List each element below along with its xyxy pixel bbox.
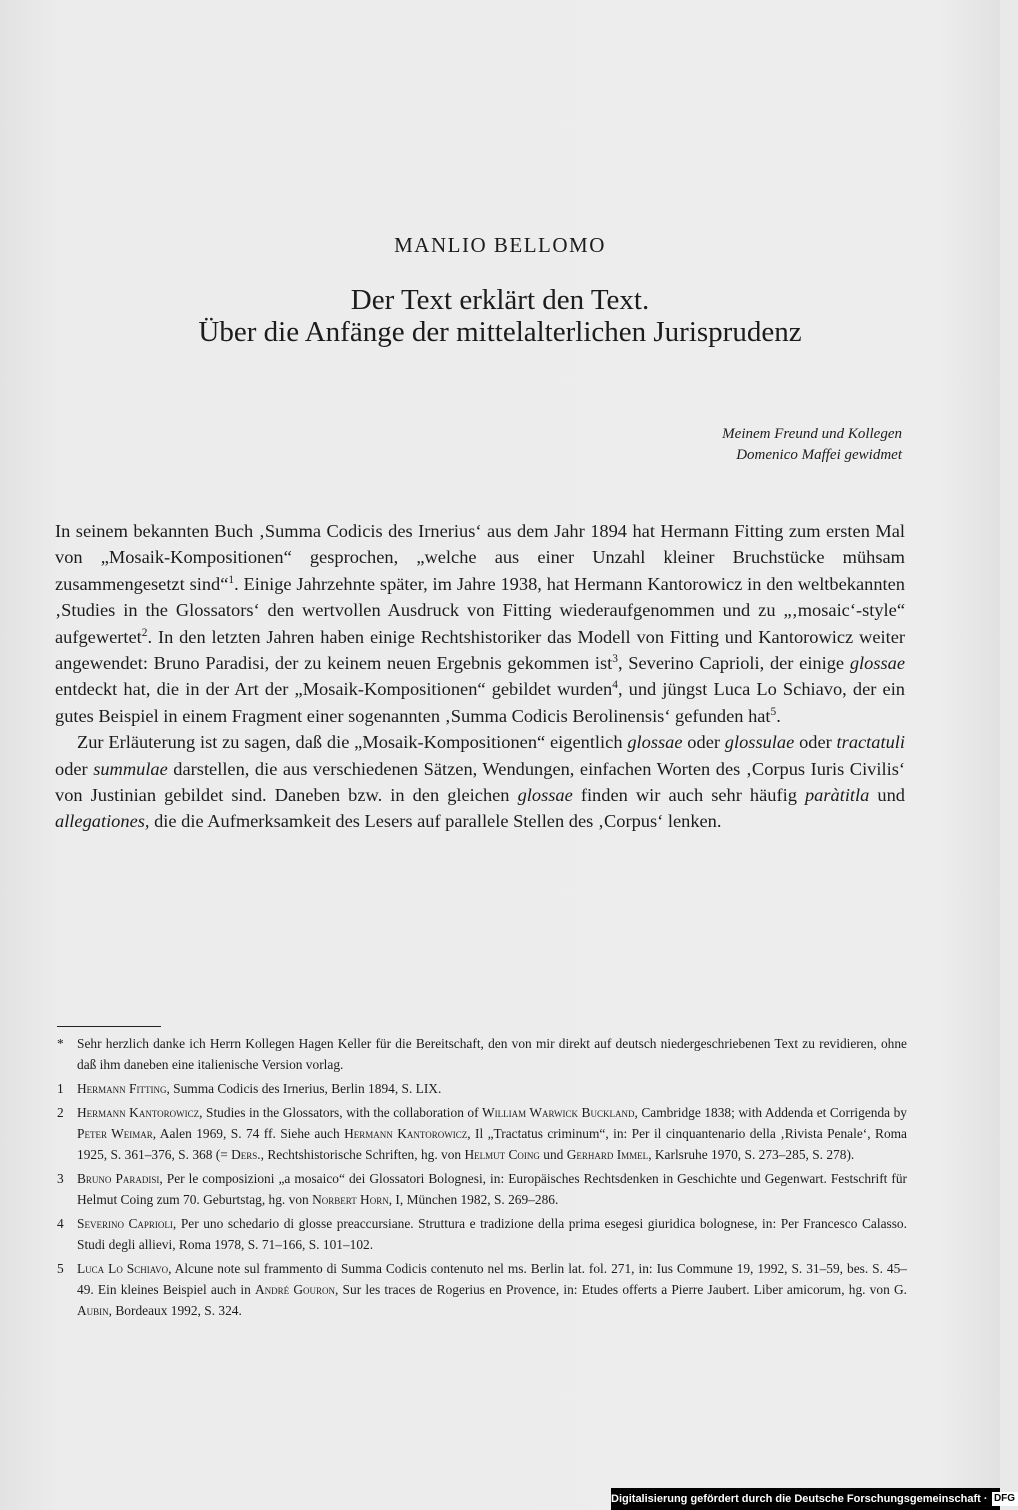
footnote-ref-1: 1 xyxy=(228,573,235,586)
footnote-ref-4: 4 xyxy=(612,679,618,692)
author-name: MANLIO BELLOMO xyxy=(394,233,606,257)
dedication xyxy=(722,424,902,466)
footnote-2: 2 Hermann Kantorowicz, Studies in the Glossators, with the collaboration of William Warwick Buckland, Cambridge 1838; with Addenda et Corrigenda by Peter Weimar, Aalen 1969, S. 74 ff. Siehe auch Hermann Kantorowicz, Il „Tractatus criminum“, in: Per il cinquantenario della ‚Rivista Penale‘, Roma 1925, S. 361–376, S. 368 (= Ders., Rechtshistorische Schriften, hg. von Helmut Coing und Gerhard Immel, Karlsruhe 1970, S. 273–285, S. 278). xyxy=(57,1105,907,1162)
footnote-ref-5: 5 xyxy=(770,705,777,718)
footnote-star: * Sehr herzlich danke ich Herrn Kollegen Hagen Keller für die Bereitschaft, den von mir direkt auf deutsch niedergeschriebenen Text zu revidieren, ohne daß ihm daneben eine italienische Version vorlag. xyxy=(57,1036,907,1072)
footnotes xyxy=(57,1033,907,1324)
footnote-1: 1 Hermann Fitting, Summa Codicis des Irnerius, Berlin 1894, S. LIX. xyxy=(57,1081,442,1096)
body-text xyxy=(55,518,905,835)
paragraph-2: Zur Erläuterung ist zu sagen, daß die „Mosaik-Kompositionen“ eigentlich glossae oder glossulae oder tractatuli oder summulae darstellen, die aus verschiedenen Sätzen, Wendungen, einfachen Worten des ‚Corpus Iuris Civilis‘ von Justinian gebildet sind. Daneben bzw. in den gleichen glossae finden wir auch sehr häufig paràtitla und allegationes, die die Aufmerksamkeit des Lesers auf parallele Stellen des ‚Corpus‘ lenken. xyxy=(55,732,906,832)
footnote-ref-3: 3 xyxy=(612,652,618,665)
footnote-4: 4 Severino Caprioli, Per uno schedario di glosse preaccursiane. Struttura e tradizione della prima esegesi giuridica bolognese, in: Per Francesco Calasso. Studi degli allievi, Roma 1978, S. 71–166, S. 101–102. xyxy=(57,1216,907,1252)
footnote-ref-2: 2 xyxy=(141,626,148,639)
footnote-5: 5 Luca Lo Schiavo, Alcune note sul frammento di Summa Codicis contenuto nel ms. Berlin lat. fol. 271, in: Ius Commune 19, 1992, S. 31–59, bes. S. 45–49. Ein kleines Beispiel auch in André Gouron, Sur les traces de Rogerius en Provence, in: Etudes offerts a Pierre Jaubert. Liber amicorum, hg. von G. Aubin, Bordeaux 1992, S. 324. xyxy=(57,1261,908,1318)
article-title-line-1: Der Text erklärt den Text. xyxy=(350,284,650,316)
dfg-logo-icon: DFG xyxy=(992,1492,1018,1506)
dedication-line-2: Domenico Maffei gewidmet xyxy=(736,447,902,463)
digitization-footer xyxy=(611,1488,1016,1510)
footnote-separator xyxy=(57,1026,161,1027)
footer-text: Digitalisierung gefördert durch die Deutsche Forschungsgemeinschaft · xyxy=(611,1493,988,1505)
paragraph-1: In seinem bekannten Buch ‚Summa Codicis des Irnerius‘ aus dem Jahr 1894 hat Hermann Fitting zum ersten Mal von „Mosaik-Kompositionen“ gesprochen, „welche aus einer Unzahl kleiner Bruchstücke mühsam zusammengesetzt sind“$^1$. Einige Jahrzehnte später, im Jahre 1938, hat Hermann Kantorowicz in den weltbekannten ‚Studies in the Glossators‘ den wertvollen Ausdruck von Fitting wiederaufgenommen und zu „‚mosaic‘-style“ aufgewertet$^2$. In den letzten Jahren haben einige Rechtshistoriker das Modell von Fitting und Kantorowicz weiter angewendet: Bruno Paradisi, der zu keinem neuen Ergebnis gekommen ist$^3$, Severino Caprioli, der einige glossae entdeckt hat, die in der Art der „Mosaik-Kompositionen“ gebildet wurden$^4$, und jüngst Luca Lo Schiavo, der ein gutes Beispiel in einem Fragment einer sogenannten ‚Summa Codicis Berolinensis‘ gefunden hat$^5$. xyxy=(55,521,905,726)
dedication-line-1: Meinem Freund und Kollegen xyxy=(722,426,902,442)
footnote-3: 3 Bruno Paradisi, Per le composizioni „a mosaico“ dei Glossatori Bolognesi, in: Europäisches Rechtsdenken in Geschichte und Gegenwart. Festschrift für Helmut Coing zum 70. Geburtstag, hg. von Norbert Horn, I, München 1982, S. 269–286. xyxy=(57,1171,907,1207)
article-title-line-2: Über die Anfänge der mittelalterlichen Jurisprudenz xyxy=(198,316,802,348)
